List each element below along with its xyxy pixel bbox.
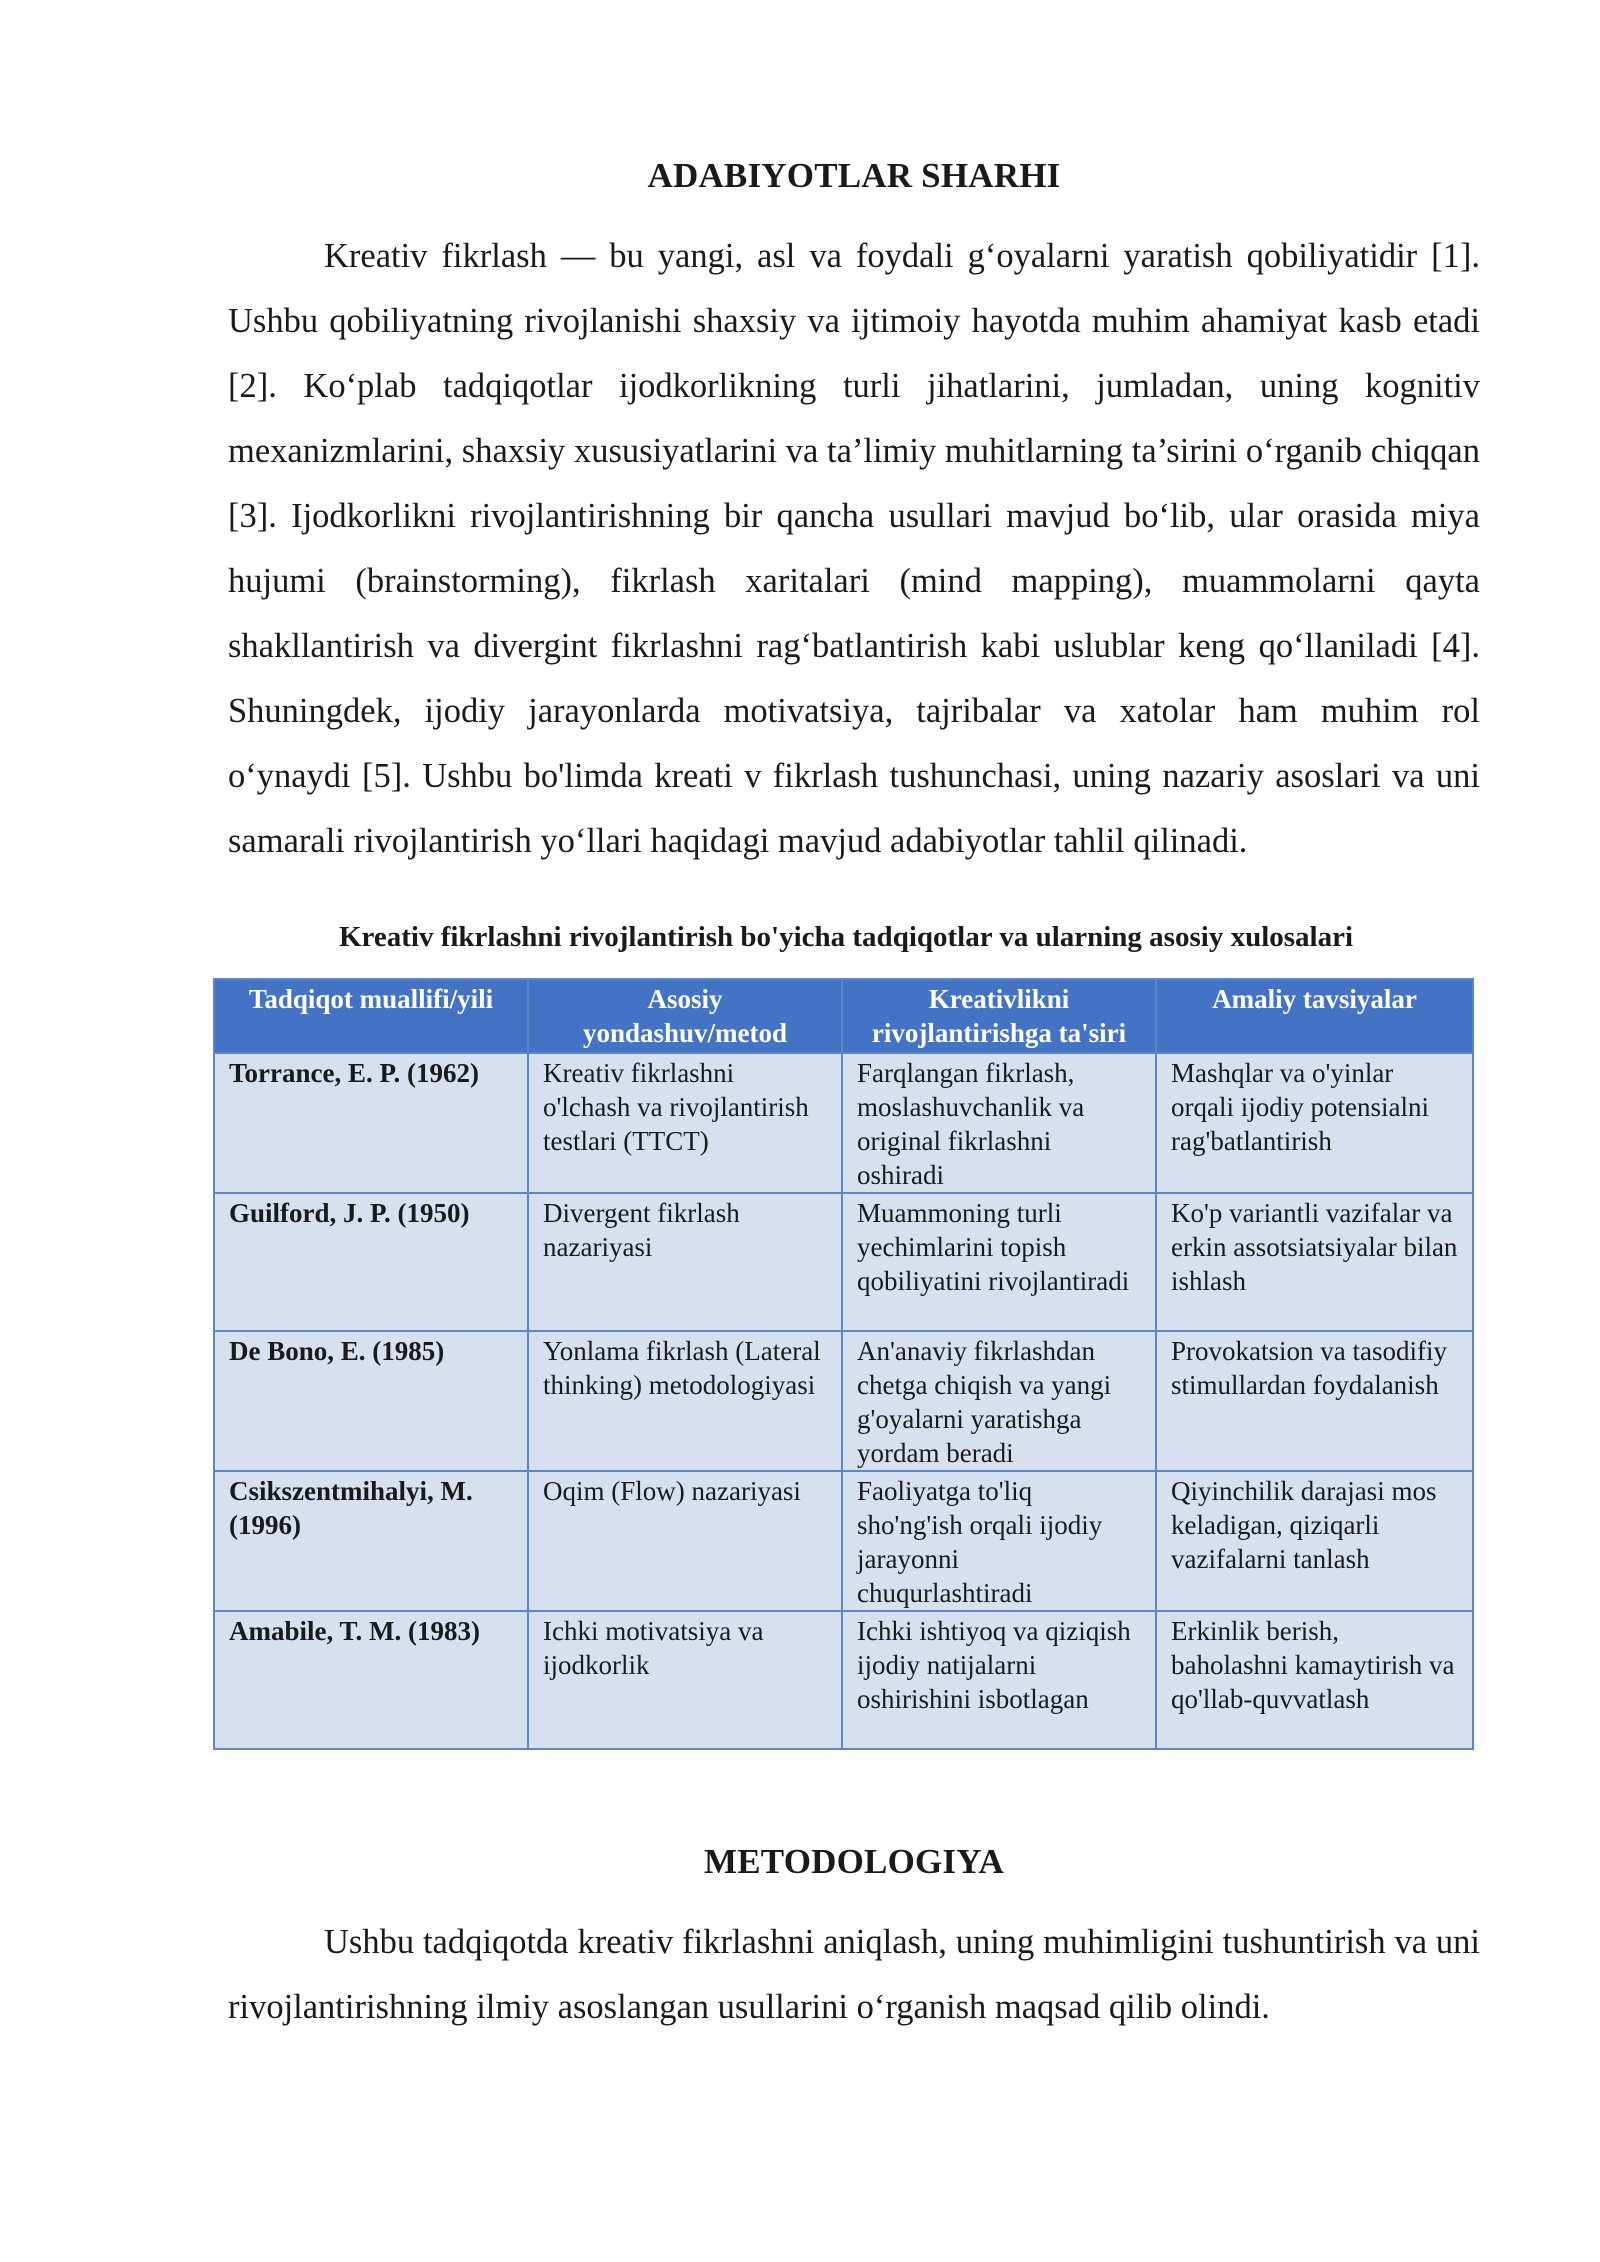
literature-review-paragraph: Kreativ fikrlash — bu yangi, asl va foydali g‘oyalarni yaratish qobiliyatidir [1]. Ushbu qobiliyatning rivojlanishi shaxsiy va ijtimoiy hayotda muhim ahamiyat kasb etadi [2]. Ko‘plab tadqiqotlar ijodkorlikning turli jihatlarini, jumladan, uning kognitiv mexanizmlarini, shaxsiy xususiyatlarini va ta’limiy muhitlarning ta’sirini o‘rganib chiqqan [3]. Ijodkorlikni rivojlantirishning bir qancha usullari mavjud bo‘lib, ular orasida miya hujumi (brainstorming), fikrlash xaritalari (mind mapping), muammolarni qayta shakllantirish va divergint fikrlashni rag‘batlantirish kabi uslublar keng qo‘llaniladi [4]. Shuningdek, ijodiy jarayonlarda motivatsiya, tajribalar va xatolar ham muhim rol o‘ynaydi [5]. Ushbu bo'limda kreati v fikrlash tushunchasi, uning nazariy asoslari va uni samarali rivojlantirish yo‘llari haqidagi mavjud adabiyotlar tahlil qilinadi.: [228, 237, 1480, 860]
cell-impact: Ichki ishtiyoq va qiziqish ijodiy natijalarni oshirishini isbotlagan: [842, 1611, 1156, 1749]
cell-author: Amabile, T. M. (1983): [214, 1611, 528, 1749]
header-author-year: Tadqiqot muallifi/yili: [214, 979, 528, 1053]
table-row: [214, 1611, 1473, 1749]
methodology-section: [228, 1836, 1480, 2040]
table-caption: Kreativ fikrlashni rivojlantirish bo'yicha tadqiqotlar va ularning asosiy xulosalari: [338, 921, 1354, 953]
cell-author: De Bono, E. (1985): [214, 1331, 528, 1471]
cell-approach: Kreativ fikrlashni o'lchash va rivojlantirish testlari (TTCT): [528, 1053, 842, 1193]
section-title-methodology: METODOLOGIYA: [704, 1842, 1004, 1881]
header-approach: Asosiy yondashuv/metod: [528, 979, 842, 1053]
cell-approach: Divergent fikrlash nazariyasi: [528, 1193, 842, 1331]
cell-approach: Ichki motivatsiya va ijodkorlik: [528, 1611, 842, 1749]
research-table: [213, 978, 1474, 1750]
table-row: [214, 1471, 1473, 1611]
table-row: [214, 1053, 1473, 1193]
document-page: [228, 150, 1480, 2040]
cell-author: Torrance, E. P. (1962): [214, 1053, 528, 1193]
cell-author: Csikszentmihalyi, M. (1996): [214, 1471, 528, 1611]
table-row: [214, 1193, 1473, 1331]
cell-impact: Farqlangan fikrlash, moslashuvchanlik va original fikrlashni oshiradi: [842, 1053, 1156, 1193]
cell-recommendation: Ko'p variantli vazifalar va erkin assotsiatsiyalar bilan ishlash: [1156, 1193, 1473, 1331]
table-header-row: [214, 979, 1473, 1053]
cell-recommendation: Erkinlik berish, baholashni kamaytirish va qo'llab-quvvatlash: [1156, 1611, 1473, 1749]
methodology-paragraph: Ushbu tadqiqotda kreativ fikrlashni aniqlash, uning muhimligini tushuntirish va uni rivojlantirishning ilmiy asoslangan usullarini o‘rganish maqsad qilib olindi.: [228, 1923, 1480, 2026]
header-recommendations: Amaliy tavsiyalar: [1156, 979, 1473, 1053]
section-title-literature-review: ADABIYOTLAR SHARHI: [647, 156, 1061, 195]
cell-impact: An'anaviy fikrlashdan chetga chiqish va yangi g'oyalarni yaratishga yordam beradi: [842, 1331, 1156, 1471]
table-row: [214, 1331, 1473, 1471]
cell-approach: Yonlama fikrlash (Lateral thinking) metodologiyasi: [528, 1331, 842, 1471]
cell-recommendation: Mashqlar va o'yinlar orqali ijodiy potensialni rag'batlantirish: [1156, 1053, 1473, 1193]
header-impact: Kreativlikni rivojlantirishga ta'siri: [842, 979, 1156, 1053]
cell-impact: Muammoning turli yechimlarini topish qobiliyatini rivojlantiradi: [842, 1193, 1156, 1331]
cell-recommendation: Provokatsion va tasodifiy stimullardan foydalanish: [1156, 1331, 1473, 1471]
cell-author: Guilford, J. P. (1950): [214, 1193, 528, 1331]
cell-recommendation: Qiyinchilik darajasi mos keladigan, qiziqarli vazifalarni tanlash: [1156, 1471, 1473, 1611]
cell-impact: Faoliyatga to'liq sho'ng'ish orqali ijodiy jarayonni chuqurlashtiradi: [842, 1471, 1156, 1611]
cell-approach: Oqim (Flow) nazariyasi: [528, 1471, 842, 1611]
